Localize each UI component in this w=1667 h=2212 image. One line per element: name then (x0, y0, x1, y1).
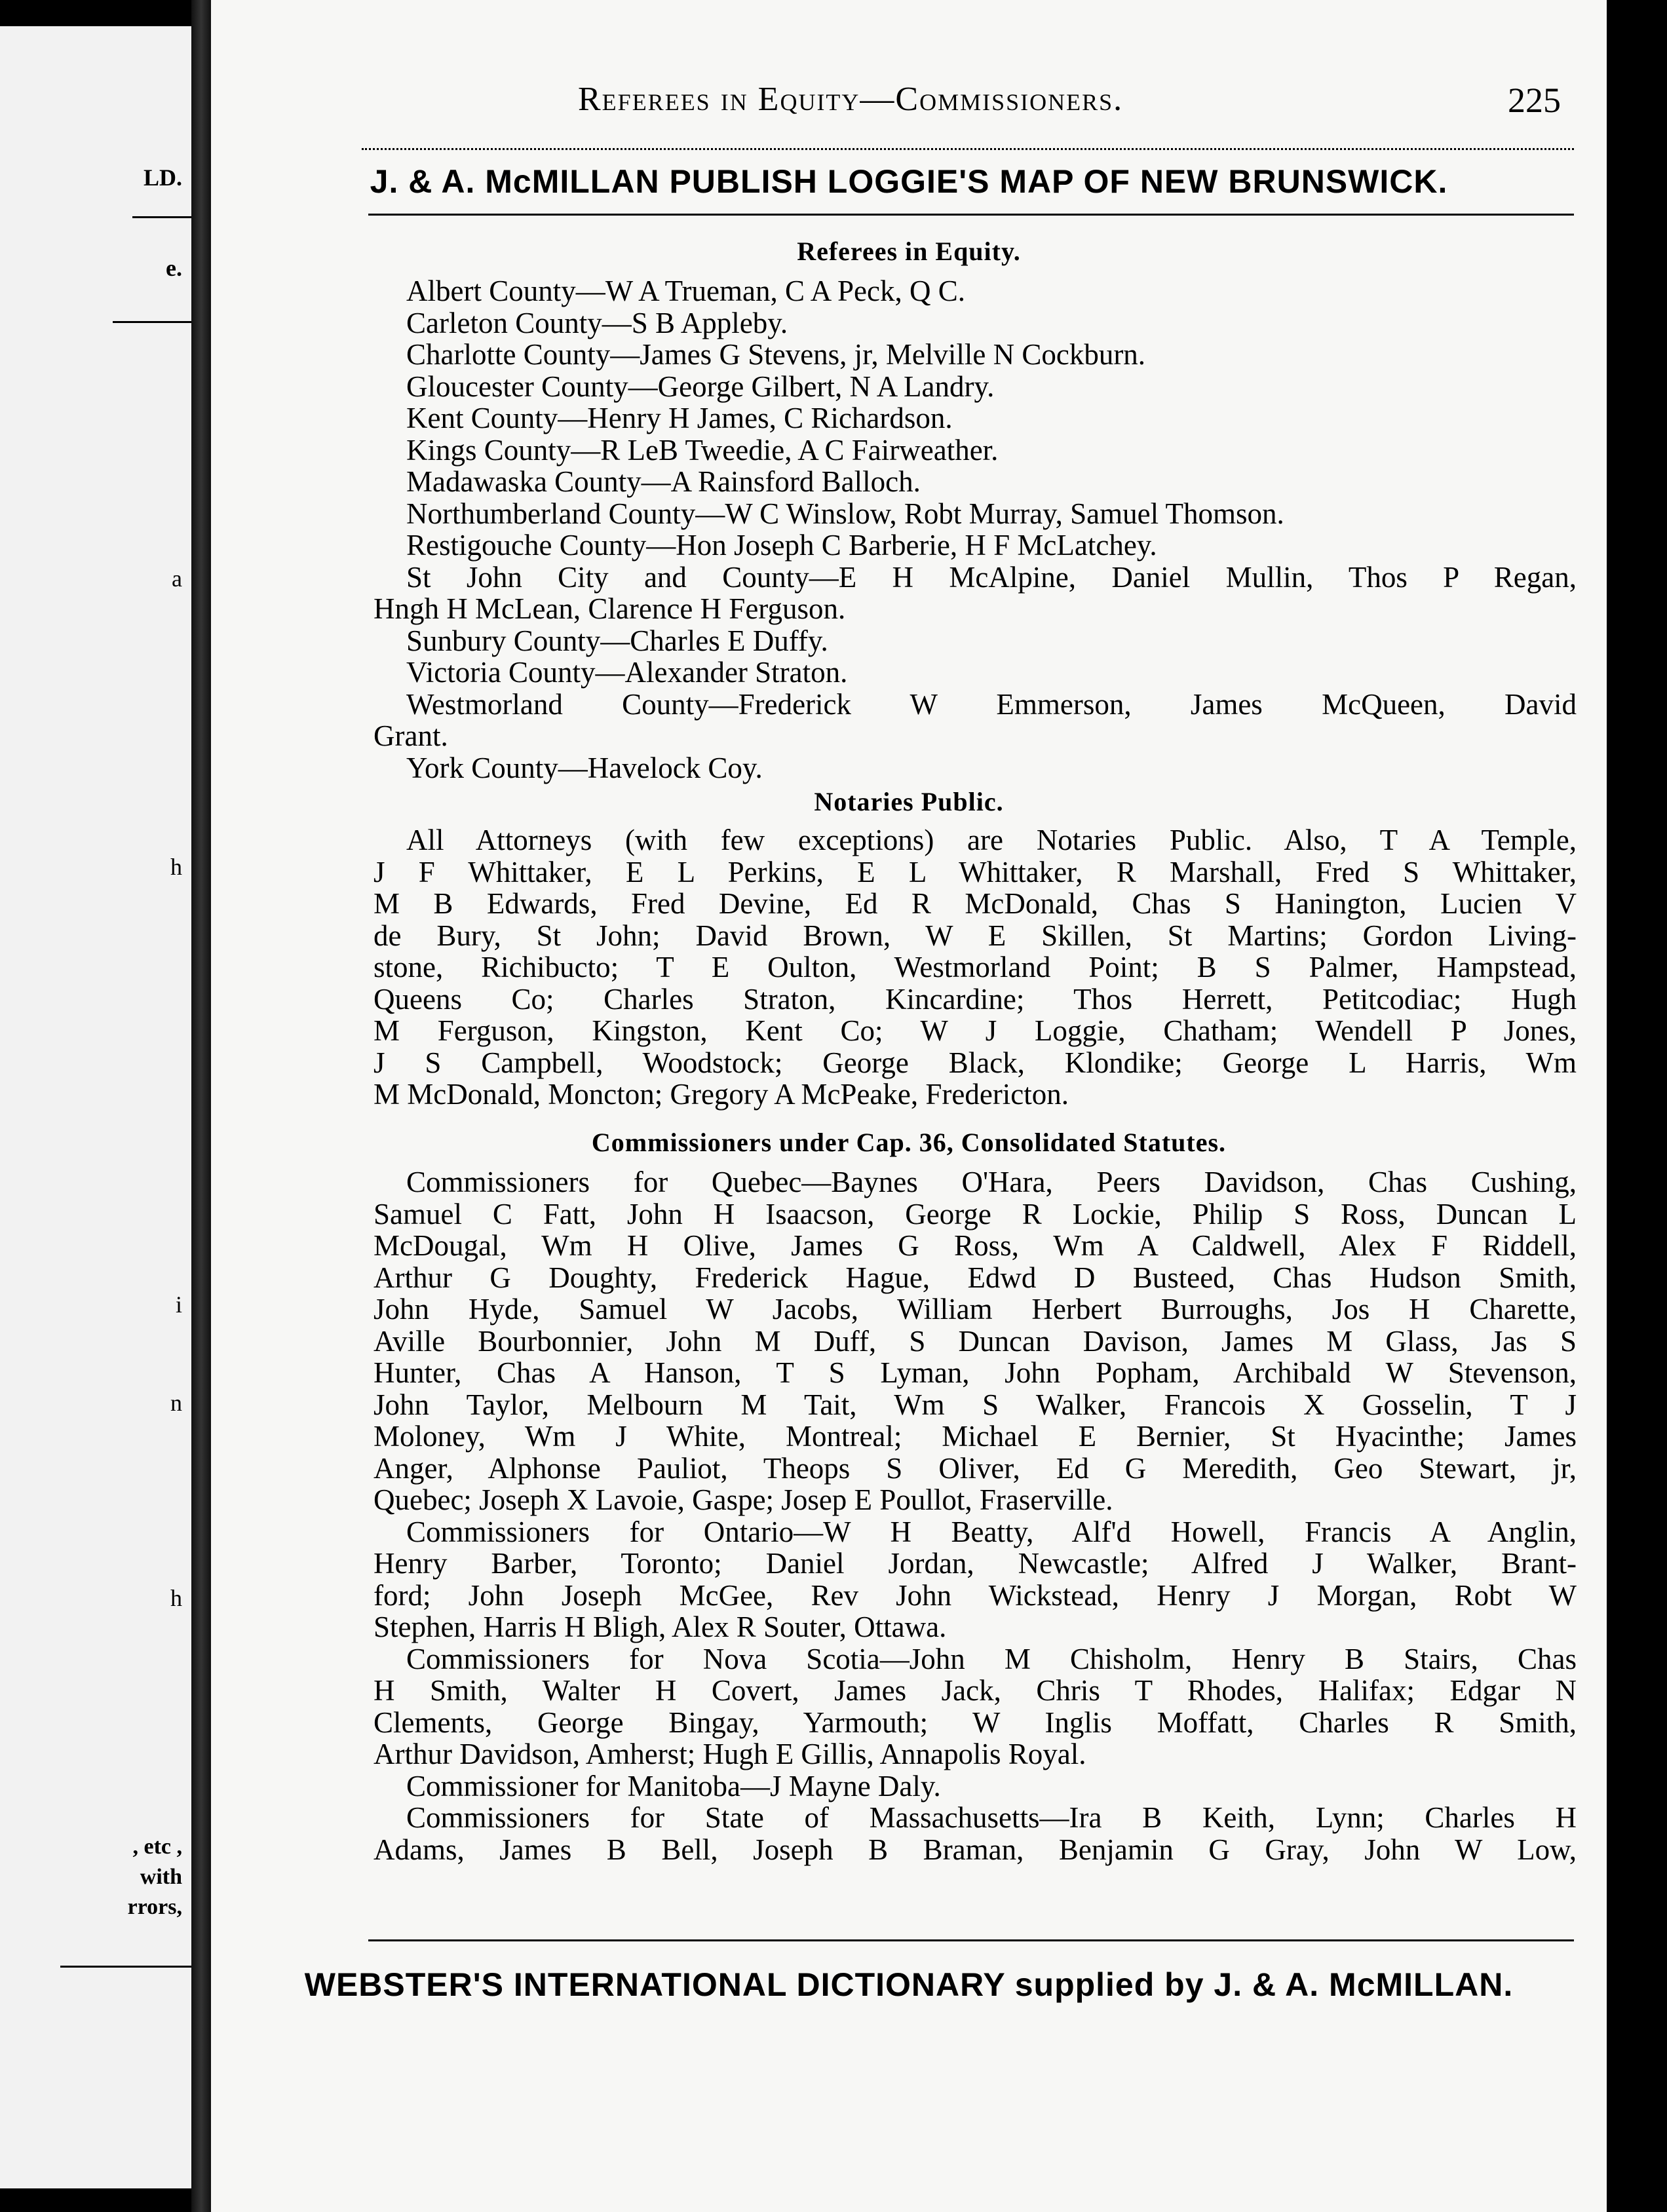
text-line: Northumberland County—W C Winslow, Robt Murray, Samuel Thomson. (406, 497, 1284, 530)
text-line: M Ferguson, Kingston, Kent Co; W J Loggie, Chatham; Wendell P Jones, (374, 1014, 1577, 1047)
text-line: Henry Barber, Toronto; Daniel Jordan, Newcastle; Alfred J Walker, Brant- (374, 1547, 1577, 1580)
page-header (211, 80, 1607, 126)
left-fragment-text: e. (166, 255, 182, 281)
text-line: Charlotte County—James G Stevens, jr, Melville N Cockburn. (406, 338, 1146, 371)
text-line: Clements, George Bingay, Yarmouth; W Inglis Moffatt, Charles R Smith, (374, 1706, 1577, 1739)
text-line: All Attorneys (with few exceptions) are Notaries Public. Also, T A Temple, (406, 824, 1577, 856)
left-page-fragment (0, 26, 193, 2188)
text-line: stone, Richibucto; T E Oulton, Westmorland Point; B S Palmer, Hampstead, (374, 951, 1577, 983)
text-line: Stephen, Harris H Bligh, Alex R Souter, Ottawa. (374, 1611, 947, 1643)
text-line: York County—Havelock Coy. (406, 751, 763, 784)
text-line: Carleton County—S B Appleby. (406, 306, 788, 339)
text-line: Sunbury County—Charles E Duffy. (406, 624, 828, 657)
left-fragment-text: h (170, 1585, 182, 1611)
text-line: Queens Co; Charles Straton, Kincardine; Thos Herrett, Petitcodiac; Hugh (374, 982, 1577, 1016)
text-line: J S Campbell, Woodstock; George Black, Klondike; George L Harris, Wm (374, 1046, 1577, 1079)
left-fragment-text: h (170, 854, 182, 880)
text-line: Hngh H McLean, Clarence H Ferguson. (374, 592, 846, 625)
text-line: Restigouche County—Hon Joseph C Barberie, H F McLatchey. (406, 529, 1157, 562)
text-line: M McDonald, Moncton; Gregory A McPeake, Fredericton. (374, 1078, 1069, 1111)
text-line: de Bury, St John; David Brown, W E Skillen, St Martins; Gordon Living- (374, 919, 1577, 952)
text-line: John Taylor, Melbourn M Tait, Wm S Walker, Francois X Gosselin, T J (374, 1388, 1577, 1421)
text-line: Grant. (374, 719, 448, 752)
text-line: Commissioners for State of Massachusetts—Ira B Keith, Lynn; Charles H (406, 1801, 1577, 1834)
footer-rule (368, 1939, 1574, 1941)
section-heading-referees: Referees in Equity. (797, 237, 1021, 266)
text-line: St John City and County—E H McAlpine, Daniel Mullin, Thos P Regan, (406, 560, 1577, 594)
document-page (211, 0, 1607, 2212)
text-line: H Smith, Walter H Covert, James Jack, Chris T Rhodes, Halifax; Edgar N (374, 1674, 1577, 1707)
text-line: Moloney, Wm J White, Montreal; Michael E Bernier, St Hyacinthe; James (374, 1420, 1577, 1453)
text-line: Commissioners for Nova Scotia—John M Chisholm, Henry B Stairs, Chas (406, 1642, 1577, 1675)
left-fragment-text: a (172, 565, 182, 592)
left-page-rule (132, 216, 191, 218)
text-line: Commissioner for Manitoba—J Mayne Daly. (406, 1769, 941, 1802)
text-line: Hunter, Chas A Hanson, T S Lyman, John Popham, Archibald W Stevenson, (374, 1356, 1577, 1389)
text-line: Victoria County—Alexander Straton. (406, 656, 848, 689)
text-line: J F Whittaker, E L Perkins, E L Whittaker, R Marshall, Fred S Whittaker, (374, 855, 1577, 888)
text-line: Samuel C Fatt, John H Isaacson, George R Lockie, Philip S Ross, Duncan L (374, 1197, 1577, 1230)
section-body-notaries (374, 824, 1577, 1111)
running-head: Referees in Equity—Commissioners. (578, 81, 1124, 118)
text-line: McDougal, Wm H Olive, James G Ross, Wm A Caldwell, Alex F Riddell, (374, 1229, 1577, 1262)
section-body-commissioners (374, 1166, 1577, 1865)
section-body-referees (374, 275, 1577, 784)
section-heading-notaries: Notaries Public. (814, 787, 1004, 816)
text-line: Albert County—W A Trueman, C A Peck, Q C. (406, 275, 965, 307)
section-heading-commissioners: Commissioners under Cap. 36, Consolidated Statutes. (591, 1128, 1227, 1157)
text-line: Commissioners for Quebec—Baynes O'Hara, Peers Davidson, Chas Cushing, (406, 1166, 1577, 1198)
left-fragment-text: , etc , (132, 1835, 182, 1859)
text-line: Gloucester County—George Gilbert, N A Landry. (406, 370, 995, 403)
text-line: Westmorland County—Frederick W Emmerson, James McQueen, David (406, 687, 1577, 721)
text-line: Commissioners for Ontario—W H Beatty, Alf'd Howell, Francis A Anglin, (406, 1515, 1577, 1548)
text-line: M B Edwards, Fred Devine, Ed R McDonald, Chas S Hanington, Lucien V (374, 887, 1577, 920)
text-line: Madawaska County—A Rainsford Balloch. (406, 465, 921, 498)
text-line: ford; John Joseph McGee, Rev John Wickstead, Henry J Morgan, Robt W (374, 1578, 1577, 1612)
left-fragment-text: LD. (143, 164, 182, 191)
page-number: 225 (1508, 81, 1561, 120)
text-line: Quebec; Joseph X Lavoie, Gaspe; Josep E Poullot, Fraserville. (374, 1483, 1113, 1516)
text-line: Aville Bourbonnier, John M Duff, S Duncan Davison, James M Glass, Jas S (374, 1324, 1577, 1358)
left-fragment-text: i (175, 1291, 182, 1318)
left-page-rule (113, 321, 191, 323)
left-fragment-text: rrors, (127, 1895, 182, 1919)
text-line: Arthur G Doughty, Frederick Hague, Edwd D Busteed, Chas Hudson Smith, (374, 1261, 1577, 1294)
text-line: John Hyde, Samuel W Jacobs, William Herbert Burroughs, Jos H Charette, (374, 1293, 1577, 1325)
text-line: Anger, Alphonse Pauliot, Theops S Oliver, Ed G Meredith, Geo Stewart, jr, (374, 1451, 1577, 1485)
left-page-rule (60, 1966, 191, 1968)
scan-border (1607, 0, 1667, 2212)
text-line: Kings County—R LeB Tweedie, A C Fairweather. (406, 433, 999, 467)
text-line: Kent County—Henry H James, C Richardson. (406, 402, 953, 434)
book-gutter (191, 0, 211, 2212)
header-dotted-rule (362, 148, 1574, 150)
text-line: Adams, James B Bell, Joseph B Braman, Benjamin G Gray, John W Low, (374, 1833, 1577, 1866)
advertising-banner-top: J. & A. McMILLAN PUBLISH LOGGIE'S MAP OF NEW BRUNSWICK. (370, 163, 1448, 200)
left-fragment-text: n (170, 1390, 182, 1416)
banner-rule (368, 214, 1574, 216)
left-fragment-text: with (140, 1865, 182, 1889)
advertising-banner-bottom: WEBSTER'S INTERNATIONAL DICTIONARY supplied by J. & A. McMILLAN. (304, 1966, 1514, 2003)
text-line: Arthur Davidson, Amherst; Hugh E Gillis, Annapolis Royal. (374, 1738, 1086, 1770)
